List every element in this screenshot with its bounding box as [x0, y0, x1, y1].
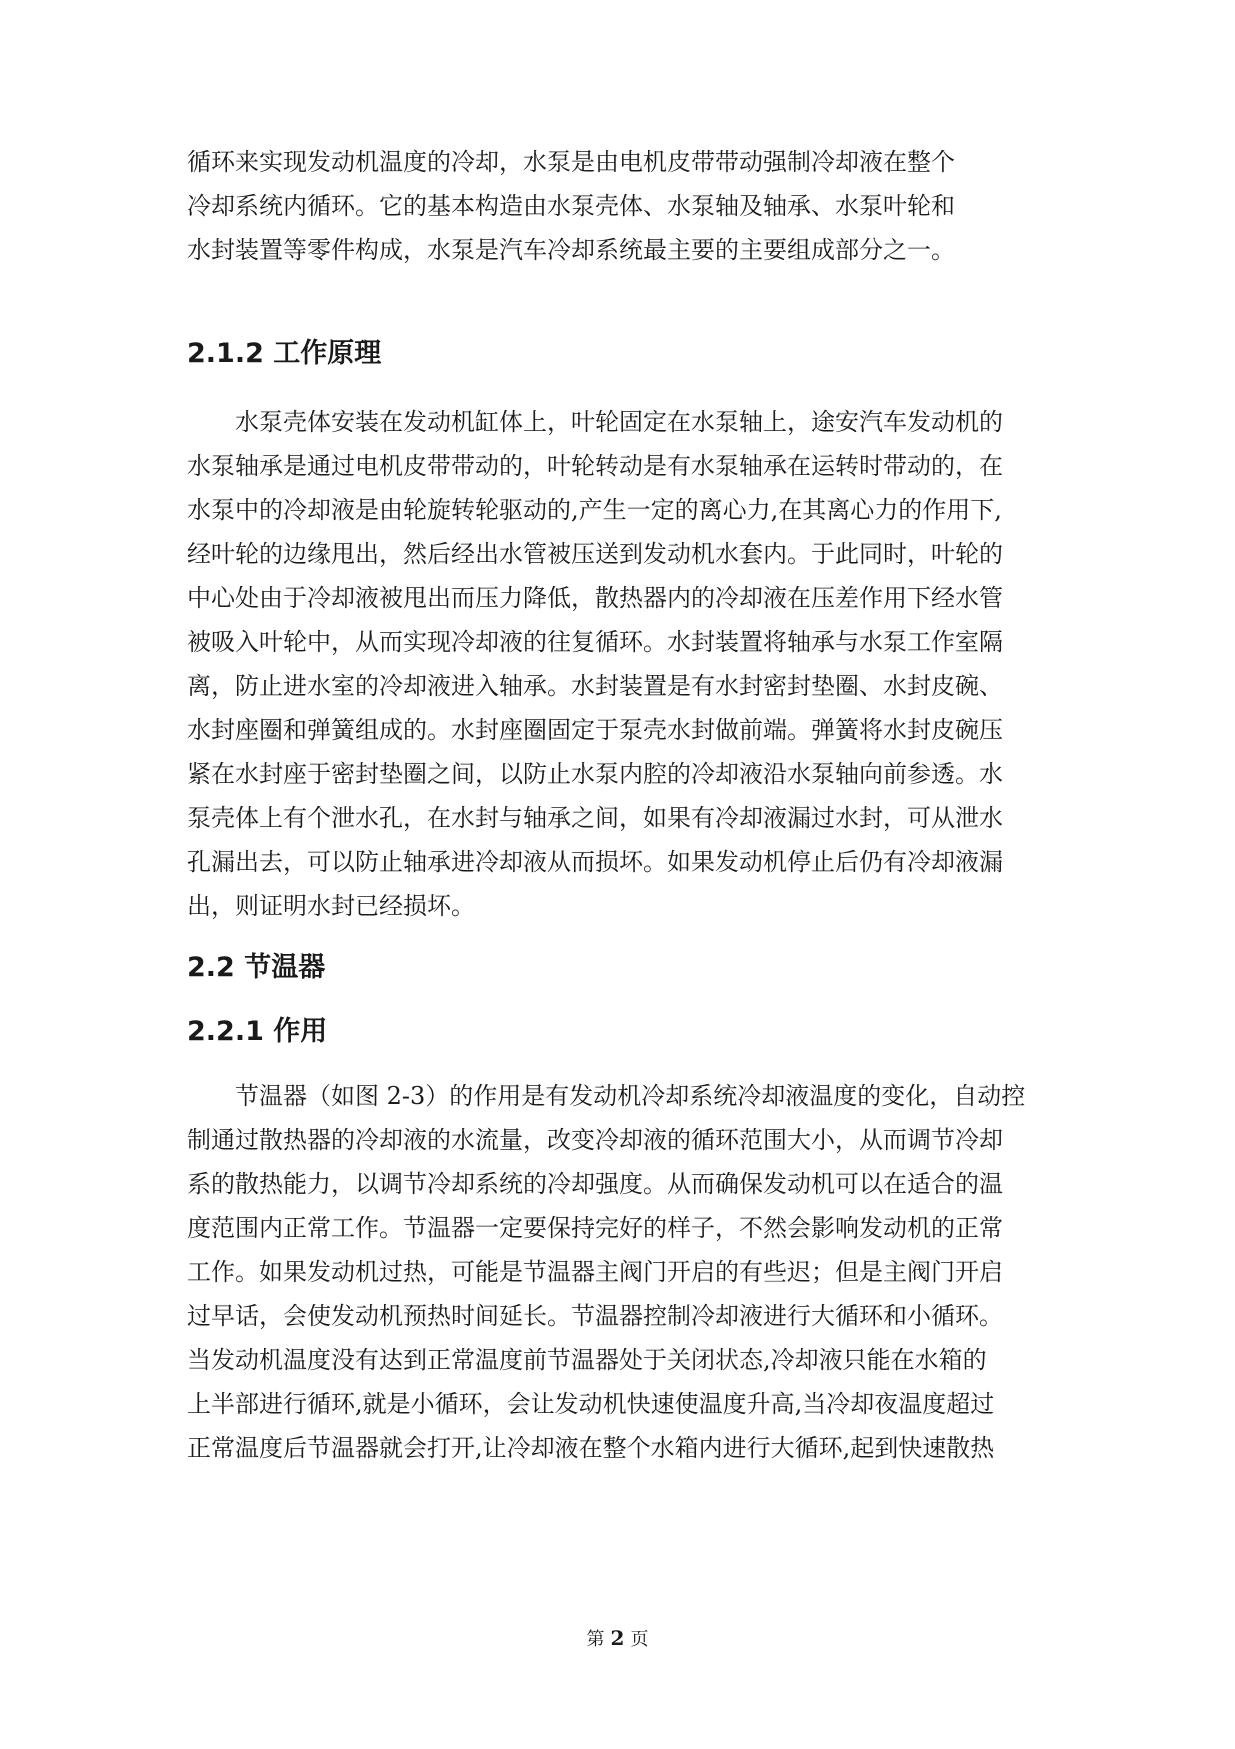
text-line: 过早话，会使发动机预热时间延长。节温器控制冷却液进行大循环和小循环。 — [187, 1302, 1003, 1330]
section-heading-2-1-2: 2.1.2 工作原理 — [187, 338, 382, 369]
text-line: 正常温度后节温器就会打开,让冷却液在整个水箱内进行大循环,起到快速散热 — [187, 1434, 995, 1462]
section-heading-2-2-1: 2.2.1 作用 — [187, 1016, 328, 1047]
text-line: 水封座圈和弹簧组成的。水封座圈固定于泵壳水封做前端。弹簧将水封皮碗压 — [187, 716, 1003, 744]
paragraph-function — [187, 1074, 1047, 1470]
paragraph-principle — [187, 400, 1047, 928]
section-heading-2-2: 2.2 节温器 — [187, 952, 326, 983]
text-line: 经叶轮的边缘甩出，然后经出水管被压送到发动机水套内。于此同时，叶轮的 — [187, 540, 1003, 568]
text-line: 工作。如果发动机过热，可能是节温器主阀门开启的有些迟；但是主阀门开启 — [187, 1258, 1003, 1286]
text-line: 紧在水封座于密封垫圈之间，以防止水泵内腔的冷却液沿水泵轴向前参透。水 — [187, 760, 1003, 788]
text-line: 孔漏出去，可以防止轴承进冷却液从而损坏。如果发动机停止后仍有冷却液漏 — [187, 848, 1003, 876]
text-line: 制通过散热器的冷却液的水流量，改变冷却液的循环范围大小，从而调节冷却 — [187, 1126, 1003, 1154]
page-content — [187, 140, 1047, 1470]
text-line: 中心处由于冷却液被甩出而压力降低，散热器内的冷却液在压差作用下经水管 — [187, 584, 1003, 612]
text-line: 水泵壳体安装在发动机缸体上，叶轮固定在水泵轴上，途安汽车发动机的 — [235, 408, 1003, 436]
text-line: 水封装置等零件构成，水泵是汽车冷却系统最主要的主要组成部分之一。 — [187, 236, 955, 264]
text-line: 泵壳体上有个泄水孔，在水封与轴承之间，如果有冷却液漏过水封，可从泄水 — [187, 804, 1003, 832]
text-line: 出，则证明水封已经损坏。 — [187, 892, 475, 920]
text-line: 离，防止进水室的冷却液进入轴承。水封装置是有水封密封垫圈、水封皮碗、 — [187, 672, 1003, 700]
text-line: 系的散热能力，以调节冷却系统的冷却强度。从而确保发动机可以在适合的温 — [187, 1170, 1003, 1198]
text-line: 循环来实现发动机温度的冷却，水泵是由电机皮带带动强制冷却液在整个 — [187, 148, 955, 176]
page-footer — [0, 1626, 1235, 1652]
text-line: 度范围内正常工作。节温器一定要保持完好的样子，不然会影响发动机的正常 — [187, 1214, 1003, 1242]
footer-prefix: 第 — [586, 1629, 605, 1650]
text-line: 被吸入叶轮中，从而实现冷却液的往复循环。水封装置将轴承与水泵工作室隔 — [187, 628, 1003, 656]
text-line: 当发动机温度没有达到正常温度前节温器处于关闭状态,冷却液只能在水箱的 — [187, 1346, 987, 1374]
footer-suffix: 页 — [630, 1629, 649, 1650]
text-line: 节温器（如图 2-3）的作用是有发动机冷却系统冷却液温度的变化，自动控 — [235, 1082, 1026, 1110]
text-line: 上半部进行循环,就是小循环，会让发动机快速使温度升高,当冷却夜温度超过 — [187, 1390, 995, 1418]
text-line: 水泵中的冷却液是由轮旋转轮驱动的,产生一定的离心力,在其离心力的作用下, — [187, 496, 1002, 524]
page-number: 2 — [610, 1626, 625, 1650]
text-line: 冷却系统内循环。它的基本构造由水泵壳体、水泵轴及轴承、水泵叶轮和 — [187, 192, 955, 220]
paragraph-intro — [187, 140, 1047, 272]
text-line: 水泵轴承是通过电机皮带带动的，叶轮转动是有水泵轴承在运转时带动的，在 — [187, 452, 1003, 480]
